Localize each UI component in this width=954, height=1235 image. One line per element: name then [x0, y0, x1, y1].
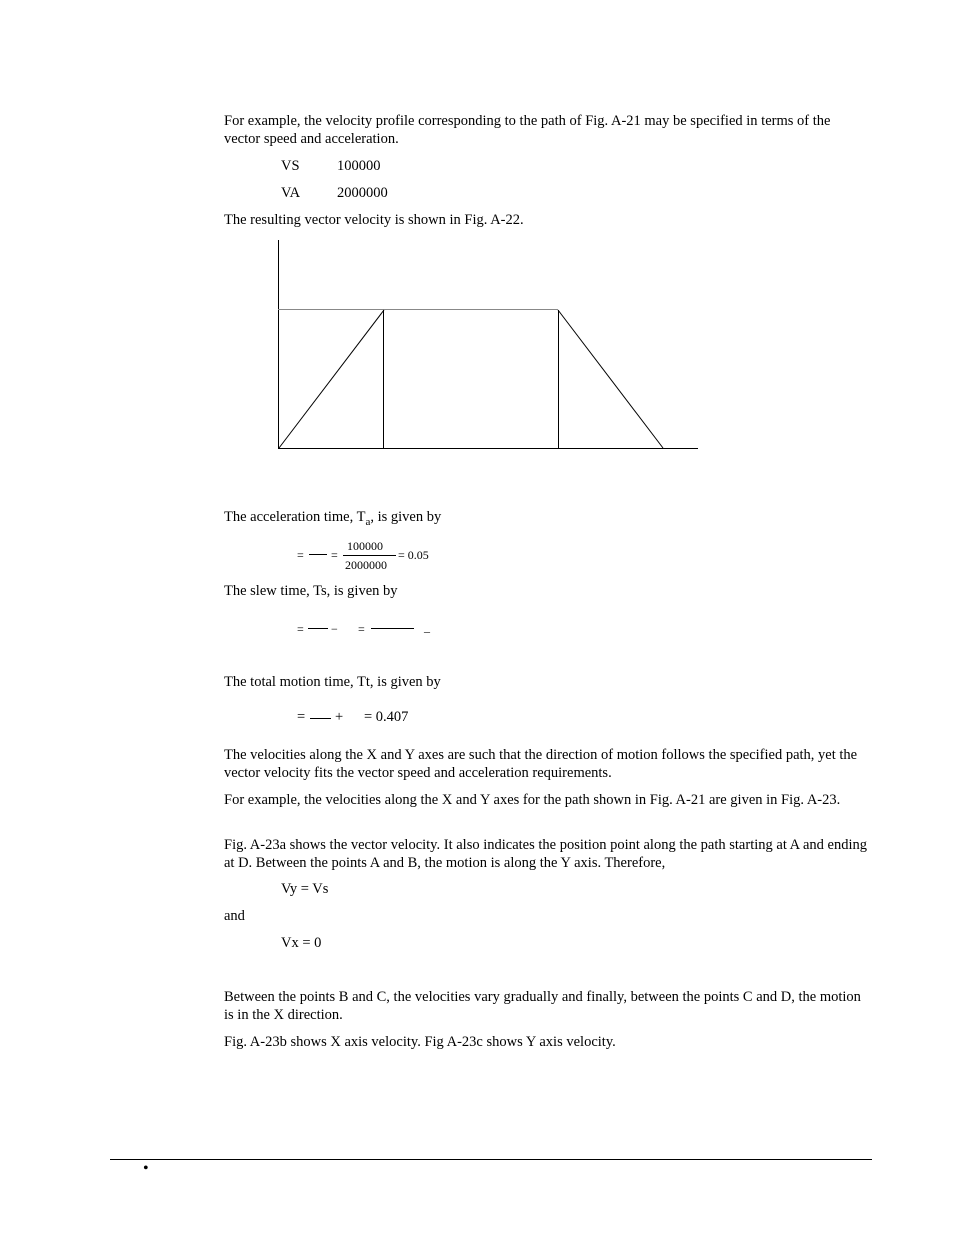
accel-denominator: 2000000 — [345, 558, 387, 572]
total-fraction-bar — [310, 718, 331, 719]
accel-result: = 0.05 — [398, 548, 429, 562]
slew-minus1: − — [331, 622, 338, 636]
total-plus: + — [335, 709, 344, 725]
fig-a23a-paragraph: Fig. A-23a shows the vector velocity. It also indicates the position point along the path starting at A and ending at D. Between the points A and B, the motion is along the Y axis. Therefore, — [224, 837, 867, 871]
slew-eq1: = — [297, 622, 304, 636]
footer-rule — [110, 1159, 872, 1160]
command-vs-name: VS — [281, 158, 300, 174]
fig-a23-reference-paragraph: For example, the velocities along the X and Y axes for the path shown in Fig. A-21 are given in Fig. A-23. — [224, 792, 841, 808]
vy-equation: Vy = Vs — [281, 881, 329, 897]
accel-time-text: The acceleration time, $T_a$, is given by — [224, 509, 442, 528]
accel-numerator: 100000 — [347, 539, 383, 553]
and-text: and — [224, 908, 245, 924]
slew-minus2: _ — [424, 620, 430, 634]
total-time-text: The total motion time, Tt, is given by — [224, 674, 441, 690]
bc-cd-motion-paragraph: Between the points B and C, the velocities vary gradually and finally, between the points C and D, the motion is in the X direction. — [224, 989, 861, 1023]
slew-fraction-bar-2 — [371, 628, 414, 629]
accel-short-fraction-bar — [309, 554, 327, 555]
accel-ramp-line — [279, 310, 384, 448]
accel-fraction-bar — [343, 555, 396, 556]
axes-velocity-paragraph: The velocities along the X and Y axes are such that the direction of motion follows the specified path, yet the vector velocity fits the vector speed and acceleration requirements. — [224, 747, 858, 781]
accel-eq-second: = — [331, 548, 338, 562]
accel-eq-left: = — [297, 548, 304, 562]
fig-a23bc-paragraph: Fig. A-23b shows X axis velocity. Fig A-23c shows Y axis velocity. — [224, 1034, 616, 1050]
total-eq1: = — [297, 709, 306, 725]
vx-equation: Vx = 0 — [281, 935, 322, 951]
total-result: = 0.407 — [364, 709, 409, 725]
slew-time-text: The slew time, Ts, is given by — [224, 583, 398, 599]
accel-subscript: a — [365, 516, 371, 528]
command-va-name: VA — [281, 185, 301, 201]
intro-paragraph: For example, the velocity profile corresponding to the path of Fig. A-21 may be specified in terms of the vector speed and acceleration. — [224, 113, 831, 147]
slew-fraction-bar-1 — [308, 628, 328, 629]
footer-bullet: • — [143, 1160, 149, 1177]
decel-ramp-line — [558, 310, 663, 448]
resulting-velocity-text: The resulting vector velocity is shown in Fig. A-22. — [224, 212, 524, 228]
command-va-value: 2000000 — [337, 185, 388, 201]
slew-eq2: = — [358, 622, 365, 636]
command-vs-value: 100000 — [337, 158, 381, 174]
